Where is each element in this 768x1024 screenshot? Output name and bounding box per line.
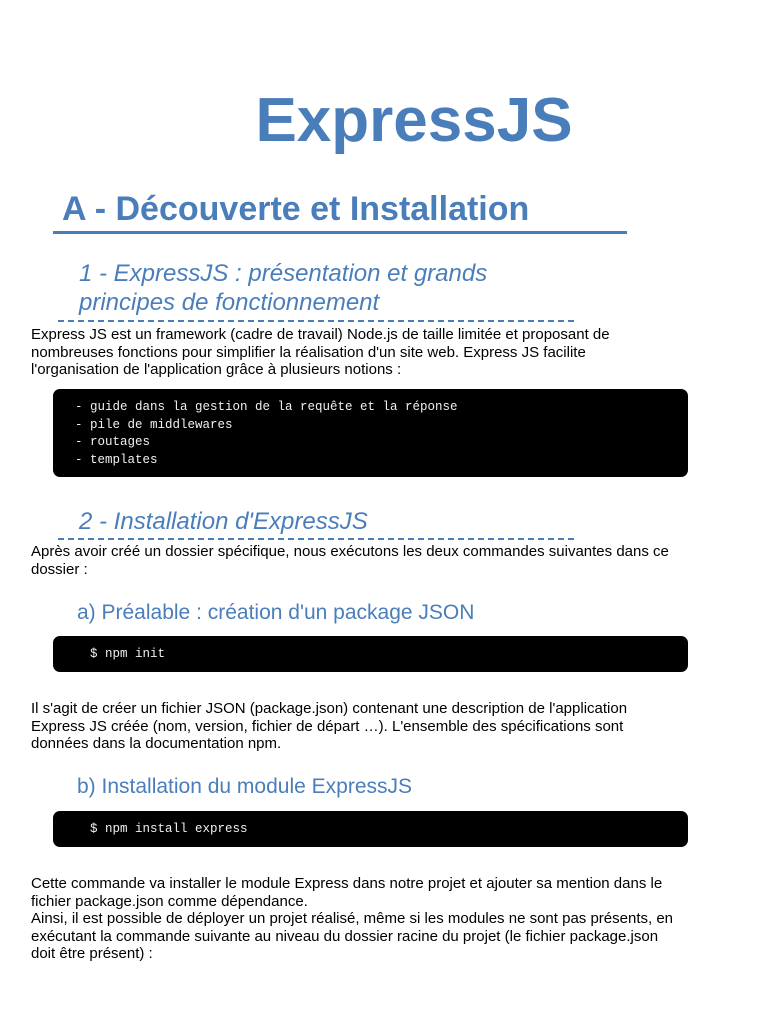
section-heading-underline — [53, 231, 627, 234]
subsection-2-heading: 2 - Installation d'ExpressJS — [79, 508, 368, 535]
subsection-1-heading-line-2: principes de fonctionnement — [79, 289, 380, 316]
code-line: - routages — [75, 435, 151, 450]
code-line: - templates — [75, 453, 158, 468]
section-heading: A - Découverte et Installation — [62, 190, 530, 228]
paragraph-line: exécutant la commande suivante au niveau du dossier racine du projet (le fichier package.json — [31, 927, 659, 945]
paragraph-line: Cette commande va installer le module Express dans notre projet et ajouter sa mention dans le — [31, 875, 663, 892]
paragraph-line: nombreuses fonctions pour simplifier la réalisation d'un site web. Express JS facilite — [31, 343, 586, 361]
paragraph-line: Il s'agit de créer un fichier JSON (package.json) contenant une description de l'application — [31, 700, 628, 717]
subsection-2-paragraph — [31, 543, 743, 578]
step-a-paragraph — [31, 700, 743, 753]
code-line: $ npm init — [90, 647, 166, 661]
paragraph-line: données dans la documentation npm. — [31, 735, 282, 752]
step-b-paragraph — [31, 875, 743, 963]
paragraph-line: dossier : — [31, 560, 88, 578]
paragraph-line: Express JS créée (nom, version, fichier de départ …). L'ensemble des spécifications sont — [31, 717, 624, 735]
subsection-1-heading-line-1: 1 - ExpressJS : présentation et grands — [79, 260, 488, 287]
npm-install-code-block — [53, 811, 688, 847]
code-line: - pile de middlewares — [75, 417, 233, 432]
paragraph-line: Express JS est un framework (cadre de travail) Node.js de taille limitée et proposant de — [31, 326, 610, 343]
code-line: $ npm install express — [90, 822, 248, 836]
document-title: ExpressJS — [255, 86, 573, 155]
paragraph-line: l'organisation de l'application grâce à plusieurs notions : — [31, 361, 402, 378]
paragraph-line: fichier package.json comme dépendance. — [31, 892, 308, 910]
subsection-1-dashed-rule — [58, 320, 574, 322]
paragraph-line: Ainsi, il est possible de déployer un projet réalisé, même si les modules ne sont pas présents, en — [31, 910, 674, 927]
notions-code-block — [53, 389, 688, 477]
paragraph-line: Après avoir créé un dossier spécifique, nous exécutons les deux commandes suivantes dans ce — [31, 543, 669, 560]
step-a-heading: a) Préalable : création d'un package JSON — [77, 601, 475, 624]
paragraph-line: doit être présent) : — [31, 945, 153, 962]
npm-init-code-block — [53, 636, 688, 672]
subsection-1-paragraph — [31, 326, 743, 379]
step-b-heading: b) Installation du module ExpressJS — [77, 775, 413, 798]
subsection-2-dashed-rule — [58, 538, 574, 540]
code-line: - guide dans la gestion de la requête et la réponse — [75, 400, 458, 414]
